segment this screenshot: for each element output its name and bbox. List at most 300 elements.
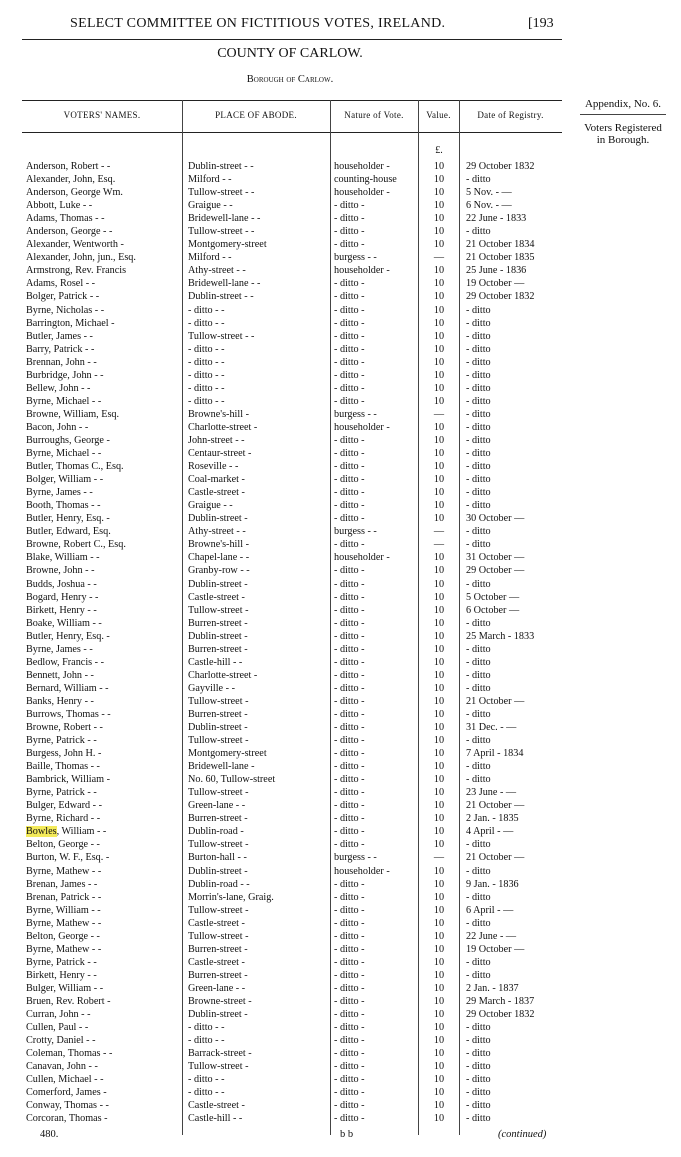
nature-of-vote: - ditto - [334,200,365,212]
vote-value: 10 [433,917,445,929]
place-of-abode: Burren-street - [188,943,248,955]
vote-value: 10 [433,552,445,564]
vote-value: 10 [433,800,445,812]
nature-of-vote: - ditto - [334,213,365,225]
registry-date: 6 Nov. - — [466,200,512,212]
nature-of-vote: - ditto - [334,617,365,629]
registry-date: 22 June - 1833 [466,213,527,225]
nature-of-vote: - ditto - [334,434,365,446]
nature-of-vote: - ditto - [334,630,365,642]
vote-value: 10 [433,200,445,212]
table-row [22,995,562,1008]
voter-name: Byrne, Michael - - [26,448,102,460]
table-row [22,969,562,982]
registry-date: 2 Jan. - 1835 [466,813,519,825]
table-row [22,434,562,447]
voter-name: Bruen, Rev. Robert - [26,996,111,1007]
table-row [22,486,562,499]
table-row [22,1047,562,1060]
nature-of-vote: householder - [334,265,390,277]
place-of-abode: Green-lane - - [188,800,246,812]
column-header-nature: Nature of Vote. [344,110,404,120]
registry-date: 21 October — [466,695,525,707]
table-row [22,917,562,930]
vote-value: 10 [433,735,445,747]
nature-of-vote: - ditto - [334,996,365,1007]
vote-value: 10 [433,513,445,525]
nature-of-vote: - ditto - [334,343,365,355]
voter-name: Baille, Thomas - - [26,761,100,773]
registry-date: - ditto [466,421,491,433]
table-row [22,1099,562,1112]
sidebar-line1: Voters Registered [584,122,662,134]
place-of-abode: Dublin-road - [188,826,244,838]
table-row [22,199,562,212]
nature-of-vote: - ditto - [334,382,365,394]
registry-date: 5 Nov. - — [466,187,512,199]
vote-value: 10 [433,591,445,603]
nature-of-vote: burgess - - [334,252,377,264]
place-of-abode: Charlotte-street - [188,421,258,433]
voter-name: Burbridge, John - - [26,369,104,381]
vote-value: 10 [433,174,445,186]
nature-of-vote: - ditto - [334,330,365,342]
vote-value: — [433,526,445,538]
table-row [22,695,562,708]
vote-value: 10 [433,265,445,277]
voter-name: Byrne, James - - [26,643,93,655]
table-row [22,943,562,956]
table-row [22,643,562,656]
nature-of-vote: - ditto - [334,500,365,512]
place-of-abode: Tullow-street - - [188,226,255,238]
highlighted-surname: Bowles [26,826,57,838]
voter-name: Bambrick, William - [26,774,110,786]
table-row [22,1086,562,1099]
place-of-abode: Castle-street - [188,487,245,499]
nature-of-vote: - ditto - [334,669,365,681]
county-title: COUNTY OF CARLOW. [217,46,363,61]
vote-value: 10 [433,1113,445,1125]
voter-name: Byrne, Richard - - [26,813,101,825]
registry-date: - ditto [466,500,491,512]
registry-date: - ditto [466,1074,491,1086]
registry-date: - ditto [466,617,491,629]
voter-name: Alexander, Wentworth - [26,239,124,251]
vote-value: 10 [433,695,445,707]
nature-of-vote: - ditto - [334,578,365,590]
vote-value: 10 [433,1087,445,1099]
place-of-abode: John-street - - [188,434,245,446]
voter-name [26,825,182,838]
voter-name: Anderson, George - - [26,226,113,238]
registry-date: - ditto [466,408,491,420]
vote-value: 10 [433,865,445,877]
voter-name: Bulger, Edward - - [26,800,102,812]
place-of-abode: Gayville - - [188,682,235,694]
vote-value: 10 [433,226,445,238]
vote-value: 10 [433,904,445,916]
voter-name: Byrne, William - - [26,904,101,916]
vote-value: 10 [433,643,445,655]
registry-date: 19 October — [466,278,525,290]
nature-of-vote: - ditto - [334,565,365,577]
vote-value: 10 [433,774,445,786]
registry-date: - ditto [466,382,491,394]
registry-date: - ditto [466,708,491,720]
footer-signature: b b [340,1129,354,1140]
nature-of-vote: - ditto - [334,722,365,734]
table-row [22,212,562,225]
voter-name: Byrne, James - - [26,487,93,499]
nature-of-vote: - ditto - [334,278,365,290]
place-of-abode: Green-lane - - [188,982,246,994]
table-row [22,786,562,799]
nature-of-vote: - ditto - [334,317,365,329]
registry-date: - ditto [466,369,491,381]
voter-name: Crotty, Daniel - - [26,1035,96,1047]
place-of-abode: Bridewell-lane - - [188,278,261,290]
voter-name: Bedlow, Francis - - [26,656,104,668]
page-header: SELECT COMMITTEE ON FICTITIOUS VOTES, IRELAND. [70,16,446,31]
place-of-abode: Tullow-street - [188,787,249,799]
voter-name: Brennan, John - - [26,356,97,368]
registry-date: 6 October — [466,604,520,616]
vote-value: 10 [433,617,445,629]
place-of-abode: - ditto - - [188,1087,225,1099]
table-row [22,160,562,173]
table-row [22,512,562,525]
place-of-abode: - ditto - - [188,382,225,394]
registry-date: 23 June - — [466,787,517,799]
table-row [22,773,562,786]
nature-of-vote: - ditto - [334,1113,365,1125]
nature-of-vote: - ditto - [334,708,365,720]
registry-date: - ditto [466,578,491,590]
place-of-abode: Burton-hall - - [188,852,247,864]
nature-of-vote: - ditto - [334,643,365,655]
vote-value: 10 [433,656,445,668]
vote-value: 10 [433,813,445,825]
vote-value: 10 [433,474,445,486]
registry-date: - ditto [466,1113,491,1125]
table-row [22,277,562,290]
registry-date: 21 October 1835 [466,252,535,264]
voter-name: Brenan, Patrick - - [26,891,102,903]
column-header-abode: PLACE OF ABODE. [215,110,297,120]
table-row [22,930,562,943]
voter-name: Abbott, Luke - - [26,200,93,212]
nature-of-vote: - ditto - [334,891,365,903]
nature-of-vote: - ditto - [334,917,365,929]
nature-of-vote: - ditto - [334,826,365,838]
place-of-abode: Castle-street - [188,1100,245,1112]
voter-name: Burroughs, George - [26,434,110,446]
place-of-abode: Castle-hill - - [188,1113,243,1125]
nature-of-vote: - ditto - [334,1009,365,1021]
voter-name: Brenan, James - - [26,878,98,890]
vote-value: 10 [433,956,445,968]
nature-of-vote: - ditto - [334,461,365,473]
place-of-abode: Dublin-street - [188,1009,248,1021]
registry-date: - ditto [466,1035,491,1047]
table-row [22,382,562,395]
table-row [22,851,562,864]
nature-of-vote: - ditto - [334,1048,365,1060]
vote-value: 10 [433,1035,445,1047]
table-row [22,225,562,238]
voter-name: Blake, William - - [26,552,100,564]
vote-value: 10 [433,839,445,851]
nature-of-vote: - ditto - [334,604,365,616]
table-row [22,982,562,995]
voter-name: Barrington, Michael - [26,317,115,329]
nature-of-vote: - ditto - [334,904,365,916]
registry-date: - ditto [466,448,491,460]
voter-name: Canavan, John - - [26,1061,98,1073]
nature-of-vote: - ditto - [334,761,365,773]
table-row [22,551,562,564]
registry-date: - ditto [466,839,491,851]
vote-value: 10 [433,213,445,225]
voter-name: Butler, Henry, Esq. - [26,630,110,642]
registry-date: 21 October — [466,852,525,864]
footer-number: 480. [40,1129,59,1140]
vote-value: 10 [433,278,445,290]
table-row [22,473,562,486]
table-row [22,630,562,643]
table-row [22,460,562,473]
table-row [22,330,562,343]
registry-date: 5 October — [466,591,520,603]
table-row [22,421,562,434]
vote-value: 10 [433,382,445,394]
table-row [22,956,562,969]
vote-value: 10 [433,969,445,981]
registry-date: 9 Jan. - 1836 [466,878,519,890]
voter-name: Bogard, Henry - - [26,591,99,603]
place-of-abode: Dublin-street - - [188,291,254,303]
registry-date: 22 June - — [466,930,517,942]
table-row [22,304,562,317]
voter-name: Alexander, John, jun., Esq. [26,252,136,264]
place-of-abode: Barrack-street - [188,1048,252,1060]
registry-date: - ditto [466,865,491,877]
voter-name: Conway, Thomas - - [26,1100,109,1112]
place-of-abode: Burren-street - [188,708,248,720]
nature-of-vote: householder - [334,187,390,199]
table-row [22,1060,562,1073]
table-row [22,317,562,330]
place-of-abode: Browne's-hill - [188,539,249,551]
vote-value: 10 [433,1009,445,1021]
table-row [22,708,562,721]
place-of-abode: Milford - - [188,174,232,186]
voter-name: Butler, James - - [26,330,93,342]
voter-name: Byrne, Mathew - - [26,865,102,877]
table-row [22,1021,562,1034]
registry-date: - ditto [466,474,491,486]
registry-date: - ditto [466,917,491,929]
voter-name: Byrne, Patrick - - [26,956,97,968]
sidebar-appendix: Appendix, No. 6. [584,98,662,110]
vote-value: 10 [433,369,445,381]
place-of-abode: Dublin-street - [188,513,248,525]
vote-value: 10 [433,1022,445,1034]
vote-value: 10 [433,239,445,251]
vote-value: 10 [433,1074,445,1086]
vote-value: 10 [433,826,445,838]
nature-of-vote: householder - [334,552,390,564]
nature-of-vote: counting-house [334,174,397,186]
vote-value: 10 [433,669,445,681]
registry-date: - ditto [466,735,491,747]
table-row [22,1073,562,1086]
place-of-abode: Morrin's-lane, Graig. [188,891,274,903]
table-row [22,904,562,917]
voter-name: Bennett, John - - [26,669,94,681]
voter-name: Adams, Thomas - - [26,213,105,225]
voter-name: Browne, John - - [26,565,95,577]
vote-value: 10 [433,487,445,499]
table-row [22,721,562,734]
table-row [22,604,562,617]
registry-date: - ditto [466,487,491,499]
place-of-abode: - ditto - - [188,1074,225,1086]
registry-date: - ditto [466,1048,491,1060]
vote-value: 10 [433,434,445,446]
registry-date: 2 Jan. - 1837 [466,982,519,994]
registry-date: - ditto [466,1061,491,1073]
nature-of-vote: - ditto - [334,656,365,668]
header-bottom-rule [22,132,562,133]
vote-value: — [433,408,445,420]
voter-name: Anderson, Robert - - [26,161,111,172]
place-of-abode: - ditto - - [188,304,225,316]
voter-name: Adams, Rosel - - [26,278,96,290]
table-row [22,617,562,630]
nature-of-vote: - ditto - [334,487,365,499]
vote-value: 10 [433,578,445,590]
voter-name: Burton, W. F., Esq. - [26,852,110,864]
vote-value: 10 [433,395,445,407]
voter-name: Bolger, Patrick - - [26,291,100,303]
sidebar-rule [580,114,666,115]
nature-of-vote: - ditto - [334,474,365,486]
registry-date: - ditto [466,1022,491,1034]
registry-date: - ditto [466,395,491,407]
nature-of-vote: - ditto - [334,682,365,694]
place-of-abode: - ditto - - [188,1035,225,1047]
registry-date: 6 April - — [466,904,514,916]
table-row [22,865,562,878]
registry-date: - ditto [466,669,491,681]
registry-date: - ditto [466,174,491,186]
place-of-abode: Tullow-street - [188,695,249,707]
nature-of-vote: householder - [334,161,390,172]
place-of-abode: Castle-street - [188,917,245,929]
place-of-abode: Dublin-street - [188,630,248,642]
registry-date: - ditto [466,526,491,538]
nature-of-vote: - ditto - [334,956,365,968]
table-row [22,395,562,408]
table-row [22,825,562,838]
voter-name: Cullen, Paul - - [26,1022,89,1034]
voter-name: Banks, Henry - - [26,695,94,707]
place-of-abode: Granby-row - - [188,565,250,577]
table-row [22,408,562,421]
voter-name: Belton, George - - [26,930,100,942]
nature-of-vote: - ditto - [334,226,365,238]
vote-value: 10 [433,1061,445,1073]
table-row [22,369,562,382]
vote-value: 10 [433,748,445,760]
nature-of-vote: - ditto - [334,982,365,994]
table-row [22,251,562,264]
vote-value: 10 [433,461,445,473]
registry-date: - ditto [466,956,491,968]
nature-of-vote: - ditto - [334,1061,365,1073]
table-row [22,799,562,812]
table-row [22,669,562,682]
vote-value: 10 [433,996,445,1007]
nature-of-vote: - ditto - [334,735,365,747]
registry-date: 25 March - 1833 [466,630,535,642]
table-row [22,656,562,669]
nature-of-vote: - ditto - [334,774,365,786]
column-header-names: VOTERS' NAMES. [63,110,141,120]
nature-of-vote: - ditto - [334,356,365,368]
registry-date: - ditto [466,304,491,316]
table-row [22,499,562,512]
vote-value: 10 [433,421,445,433]
table-row [22,1008,562,1021]
registry-date: 7 April - 1834 [466,748,524,760]
registry-date: 29 October — [466,565,525,577]
registry-date: - ditto [466,356,491,368]
registry-date: - ditto [466,434,491,446]
vote-value: 10 [433,982,445,994]
nature-of-vote: - ditto - [334,800,365,812]
table-row [22,447,562,460]
value-unit: £. [435,145,443,156]
nature-of-vote: - ditto - [334,930,365,942]
voter-name: Burgess, John H. - [26,748,102,760]
column-header-value: Value. [426,110,451,120]
voter-name: Butler, Thomas C., Esq. [26,461,124,473]
voter-name: Browne, Robert C., Esq. [26,539,126,551]
table-row [22,525,562,538]
vote-value: 10 [433,787,445,799]
vote-value: 10 [433,291,445,303]
voter-name: Byrne, Michael - - [26,395,102,407]
table-row [22,760,562,773]
vote-value: — [433,539,445,551]
place-of-abode: Dublin-street - - [188,161,254,172]
voter-name: Bernard, William - - [26,682,109,694]
registry-date: - ditto [466,891,491,903]
voter-name: Byrne, Mathew - - [26,943,102,955]
place-of-abode: Tullow-street - [188,604,249,616]
place-of-abode: Castle-street - [188,956,245,968]
voter-name: Alexander, John, Esq. [26,174,116,186]
nature-of-vote: - ditto - [334,1074,365,1086]
table-row [22,747,562,760]
registry-date: 29 October 1832 [466,161,535,172]
nature-of-vote: - ditto - [334,748,365,760]
place-of-abode: Montgomery-street [188,748,267,760]
vote-value: 10 [433,448,445,460]
